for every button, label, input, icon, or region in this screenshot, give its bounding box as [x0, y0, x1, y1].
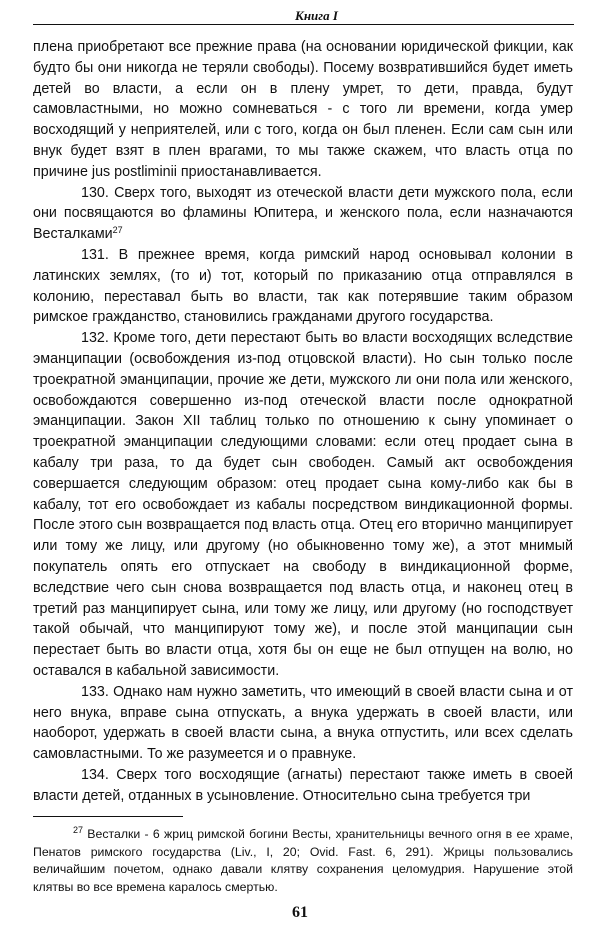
- paragraph-134: 134. Сверх того восходящие (агнаты) перестают также иметь в своей власти детей, отданных в усыновление. Относительно сына требуется три: [33, 766, 573, 804]
- paragraph-130: [33, 183, 573, 245]
- footnote-paragraph: [33, 826, 573, 896]
- paragraph-133: 133. Однако нам нужно заметить, что имеющий в своей власти сына и от него внука, вправе сына отпускать, а внука удержать в своей власти, или наоборот, удержать в своей власти сына, а внука отпустить, или всех сделать самовластными. То же разумеется и о правнуке.: [33, 683, 573, 763]
- header-title: Книга I: [291, 8, 342, 24]
- footnote-27: [33, 826, 573, 896]
- paragraph-130-text: 130. Сверх того, выходят из отеческой власти дети мужского пола, если они посвящаются во фламины Юпитера, и женского пола, если назначаются Весталками: [33, 184, 573, 243]
- footnote-ref-27[interactable]: 27: [112, 225, 123, 236]
- paragraph-continuation: плена приобретают все прежние права (на основании юридической фикции, как будто бы они никогда не теряли свободы). Посему возвратившийся будет иметь детей во власти, а если он в плену умрет, то дети, правда, будут самовластными, но можно сомневаться - с того ли времени, когда умер восходящий у неприятелей, или с того, когда он был пленен. Если сам сын или внук будет взят в плен врагами, то мы также скажем, что власть отца по причине jus postliminii приостанавливается.: [33, 39, 573, 180]
- footnote-number: 27: [73, 825, 84, 835]
- paragraph-131: 131. В прежнее время, когда римский народ основывал колонии в латинских землях, (то и) тот, который по приказанию отца отправлялся в колонию, переставал быть во власти, так как потерявшие таким образом римское гражданство, становились гражданами другого государства.: [33, 246, 573, 326]
- main-text: [33, 37, 573, 806]
- header-rule: [33, 24, 574, 25]
- running-header: [33, 8, 574, 28]
- paragraph-132: 132. Кроме того, дети перестают быть во власти восходящих вследствие эманципации (освобождения из-под отцовской власти). Но сын только после троекратной эманципации, прочие же дети, мужского ли они пола или женского, освобождаются совершенно из-под отеческой власти после однократной эманципации. Закон XII таблиц только по отношению к сыну упоминает о троекратной эманципации следующими словами: если отец продает сына в кабалу три раза, то да будет сын свободен. Самый акт освобождения совершается следующим образом: отец продает сына кому-либо как бы в кабалу, тот его освобождает из кабалы посредством виндикационной формы. После этого сын возвращается под власть отца. Отец его вторично манципирует или тому же лицу, или другому (но обыкновенно тому же), а этот мнимый покупатель опять его отпускает на свободу в виндикационной форме, вследствие чего сын снова возвращается под власть отца, и наконец отец в третий раз манципирует сына, или тому же лицу, или другому (но господствует такой обычай, что манципируют тому же), и после этой манципации сын перестает быть во власти отца, хотя бы он еще не был отпущен на волю, но оставался в кабальной зависимости.: [33, 330, 573, 679]
- footnote-rule: [33, 816, 183, 817]
- footnote-text: Весталки - 6 жриц римской богини Весты, хранительницы вечного огня в ее храме, Пенатов римского государства (Liv., I, 20; Ovid. Fast. 6, 291). Жрицы пользовались величайшим почетом, однако давали клятву сохранения целомудрия. Нарушение этой клятвы во все времена каралось смертью.: [33, 827, 573, 894]
- page-number: 61: [292, 904, 308, 921]
